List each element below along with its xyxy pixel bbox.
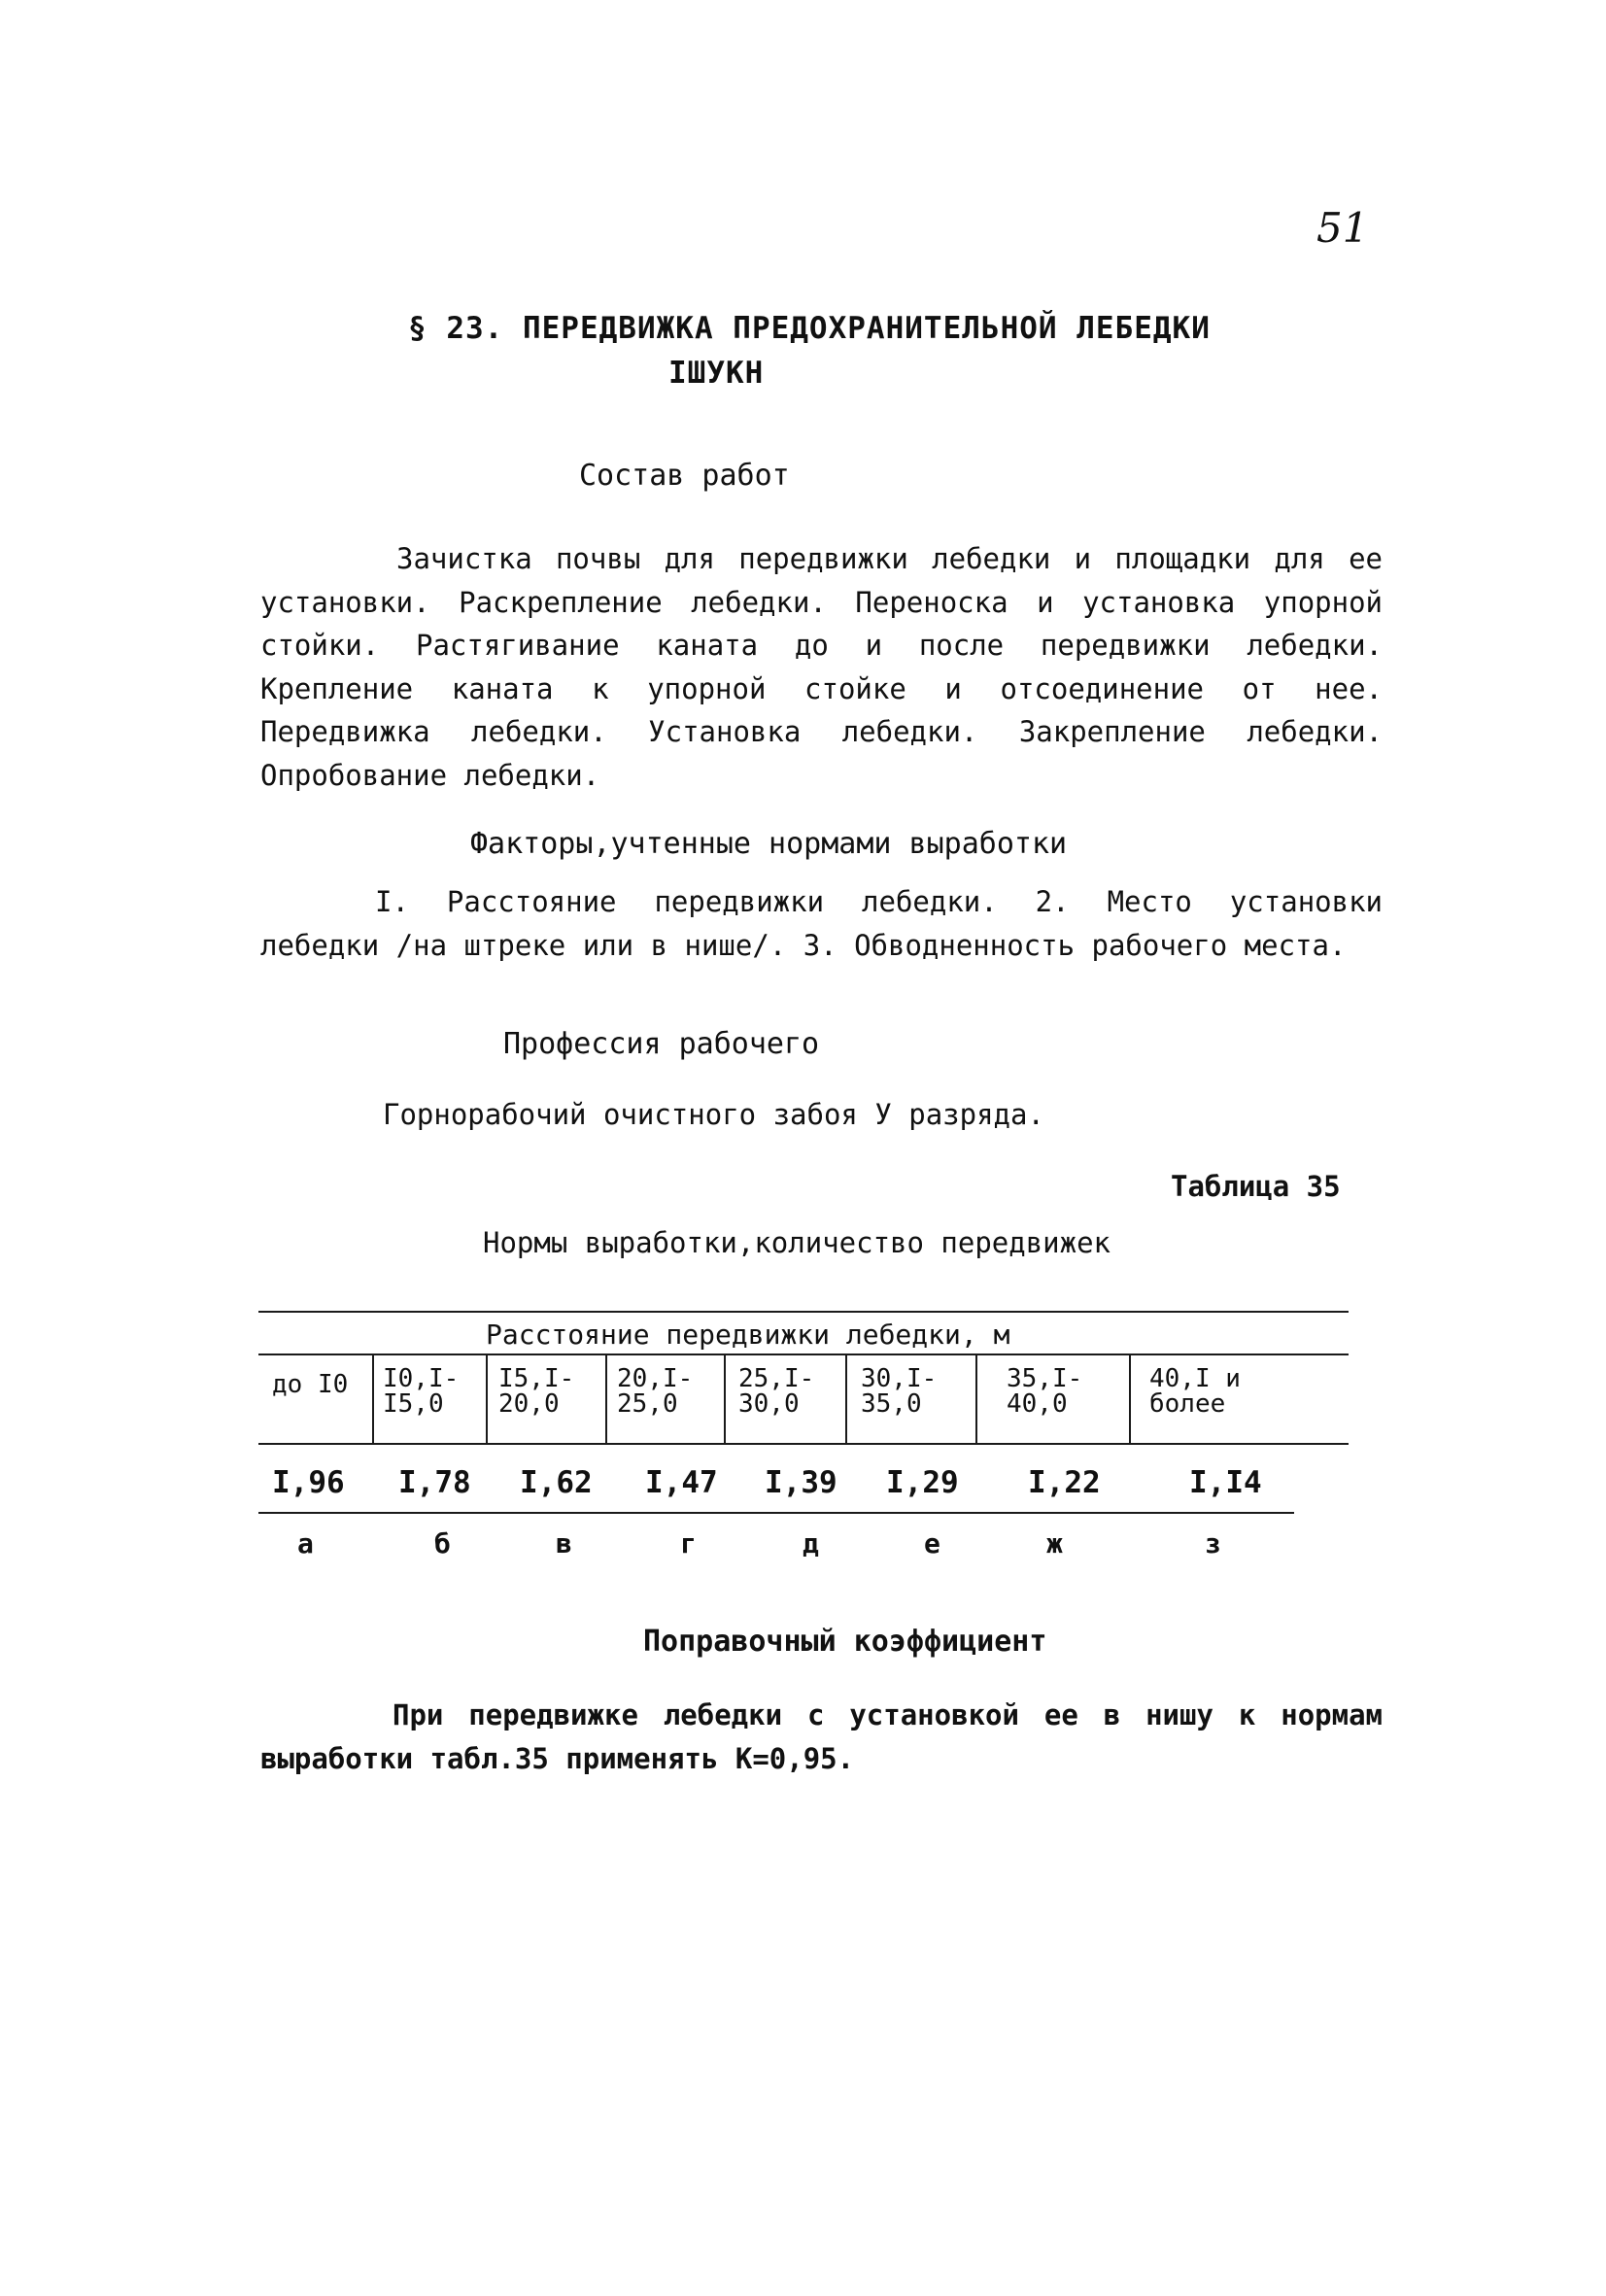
page-number: 51 xyxy=(1316,204,1369,252)
table-value-cell: I,I4 xyxy=(1189,1465,1262,1500)
table-value-cell: I,96 xyxy=(272,1465,345,1500)
table-letter-cell: д xyxy=(803,1527,819,1559)
correction-text: При передвижке лебедки с установкой ее в нишу к нормам выработки табл.35 применять К=0,95. xyxy=(260,1698,1383,1775)
table-letter-cell: в xyxy=(556,1527,572,1559)
table-range-cell: I5,0 xyxy=(383,1389,444,1419)
section-title: § 23. ПЕРЕДВИЖКА ПРЕДОХРАНИТЕЛЬНОЙ ЛЕБЕДКИ xyxy=(408,311,1211,346)
table-value-cell: I,62 xyxy=(520,1465,593,1500)
table-range-cell: 35,0 xyxy=(861,1389,922,1419)
table-range-cell: более xyxy=(1149,1389,1226,1419)
table-range-cell: 20,0 xyxy=(498,1389,560,1419)
table-range-cell: I5,I- xyxy=(498,1364,575,1393)
table-value-cell: I,22 xyxy=(1028,1465,1101,1500)
table-range-cell: 35,I- xyxy=(1007,1364,1083,1393)
profession-text: Горнорабочий очистного забоя У разряда. xyxy=(383,1098,1044,1131)
table-value-cell: I,47 xyxy=(645,1465,718,1500)
table-range-cell: 25,I- xyxy=(738,1364,815,1393)
table-range-cell: 30,0 xyxy=(738,1389,800,1419)
table-value-cell: I,29 xyxy=(886,1465,959,1500)
table-letter-cell: ж xyxy=(1046,1527,1063,1559)
table-letter-cell: б xyxy=(434,1527,451,1559)
factors-text: I. Расстояние передвижки лебедки. 2. Место установки лебедки /на штреке или в нише/. 3. Обводненность рабочего места. xyxy=(260,885,1383,962)
table-value-cell: I,78 xyxy=(398,1465,471,1500)
table-letter-cell: г xyxy=(680,1527,697,1559)
table-range-cell: 20,I- xyxy=(617,1364,694,1393)
table-range-cell: 40,I и xyxy=(1149,1364,1241,1393)
table-letter-cell: з xyxy=(1205,1527,1221,1559)
table-range-cell: 30,I- xyxy=(861,1364,938,1393)
table-letter-cell: а xyxy=(297,1527,314,1559)
table-range-cell: 40,0 xyxy=(1007,1389,1068,1419)
work-scope-heading: Состав работ xyxy=(579,459,790,493)
table-range-cell: I0,I- xyxy=(383,1364,460,1393)
table-value-cell: I,39 xyxy=(765,1465,837,1500)
table-range-cell: 25,0 xyxy=(617,1389,678,1419)
profession-heading: Профессия рабочего xyxy=(503,1027,820,1061)
table-label: Таблица 35 xyxy=(1171,1170,1341,1203)
table-header: Расстояние передвижки лебедки, м xyxy=(486,1319,1010,1351)
factors-heading: Факторы,учтенные нормами выработки xyxy=(470,827,1068,861)
section-subtitle: IШУКН xyxy=(668,356,765,391)
table-range-cell: до I0 xyxy=(272,1370,349,1399)
table-letter-cell: е xyxy=(924,1527,940,1559)
correction-heading: Поправочный коэффициент xyxy=(643,1625,1047,1659)
table-caption: Нормы выработки,количество передвижек xyxy=(483,1226,1111,1259)
work-scope-text: Зачистка почвы для передвижки лебедки и площадки для ее установки. Раскрепление лебедки. Переноска и установка упорной стойки. Растягивание каната до и после передвижки лебедки. Крепление каната к упорной стойке и отсоединение от нее. Передвижка лебедки. Установка лебедки. Закрепление лебедки. Опробование лебедки. xyxy=(260,542,1383,792)
